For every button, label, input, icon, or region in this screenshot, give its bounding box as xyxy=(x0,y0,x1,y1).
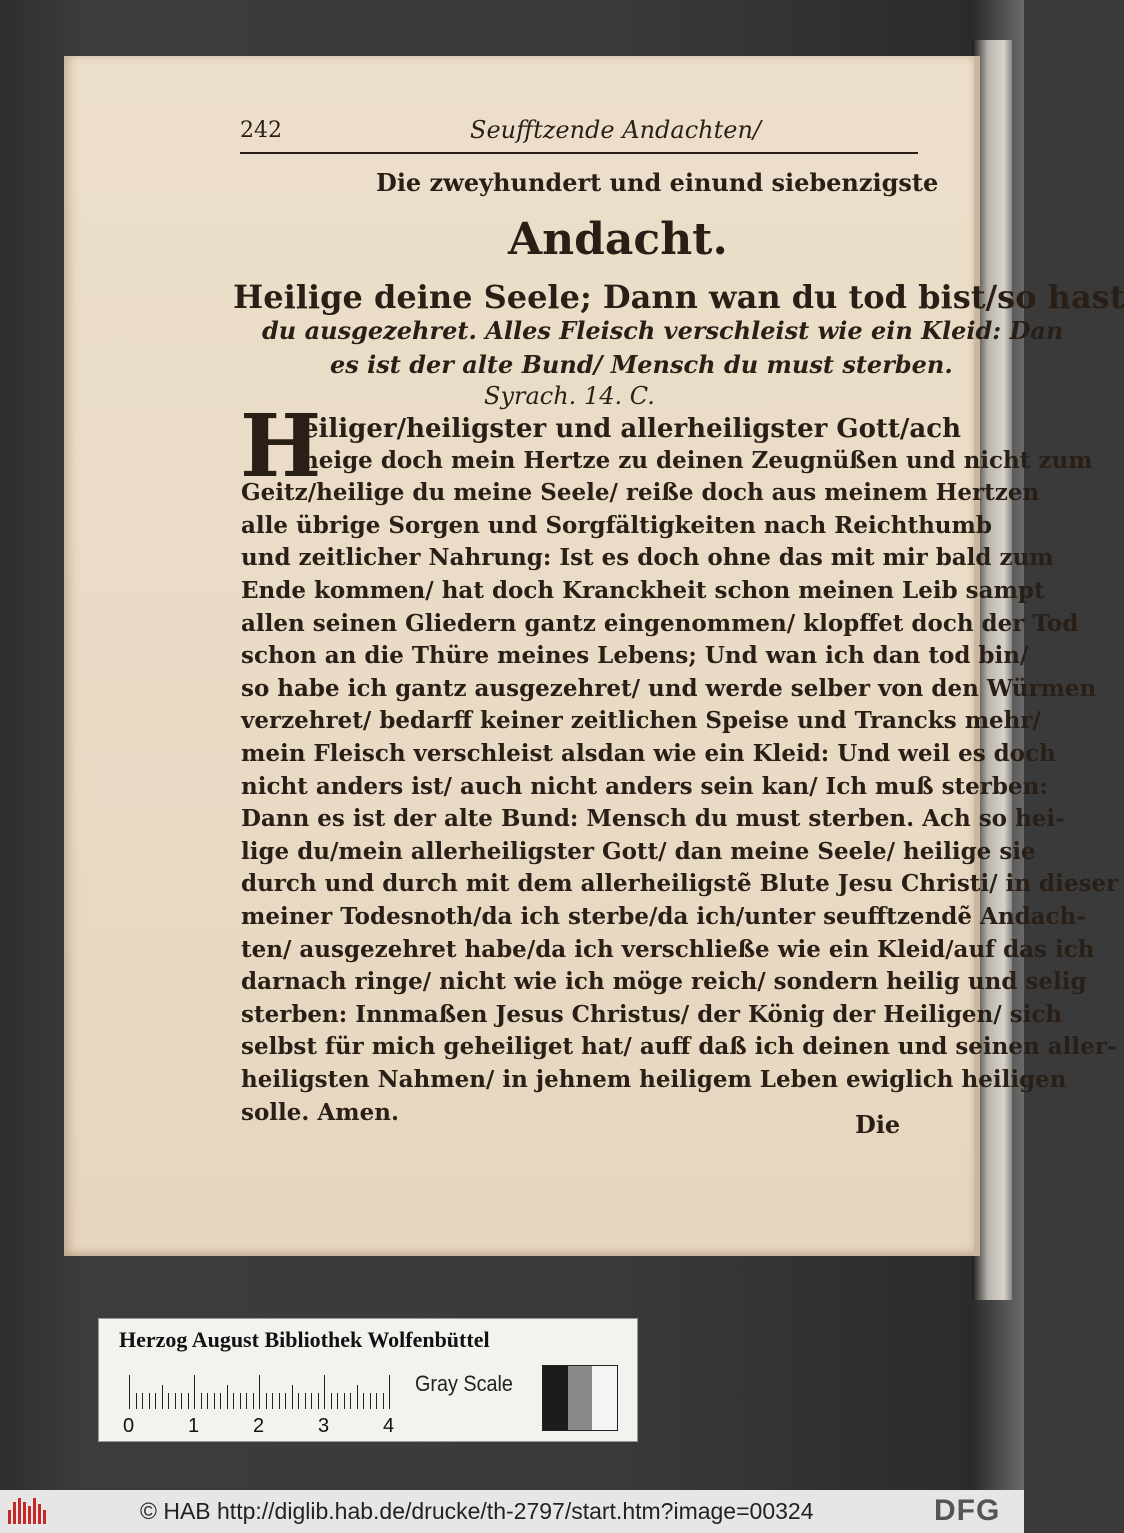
gray-patch xyxy=(543,1366,568,1430)
ruler-tick xyxy=(142,1393,143,1409)
ruler-tick xyxy=(350,1393,351,1409)
ruler-tick xyxy=(389,1375,390,1409)
body-line: durch und durch mit dem allerheiligstẽ Blute Jesu Christi/ in dieser xyxy=(241,870,1119,898)
ruler-number: 4 xyxy=(383,1415,395,1437)
ruler-tick xyxy=(311,1393,312,1409)
ruler-number: 0 xyxy=(123,1415,135,1437)
body-line: Geitz/heilige du meine Seele/ reiße doch aus meinem Hertzen xyxy=(241,479,1040,507)
logo-bar xyxy=(13,1502,16,1524)
body-line: nicht anders ist/ auch nicht anders sein kan/ Ich muß sterben: xyxy=(241,772,1048,800)
ruler-tick xyxy=(129,1375,130,1409)
scripture-source: Syrach. 14. C. xyxy=(484,382,655,410)
body-line: ten/ ausgezehret habe/da ich verschließe wie ein Kleid/auf das ich xyxy=(241,935,1095,963)
ruler-tick xyxy=(285,1393,286,1409)
logo-bar xyxy=(23,1502,26,1524)
page-number: 242 xyxy=(240,118,282,143)
ruler-tick xyxy=(376,1393,377,1409)
ruler-tick xyxy=(175,1393,176,1409)
color-card xyxy=(98,1318,638,1442)
motto-line: es ist der alte Bund/ Mensch du must sterben. xyxy=(330,350,953,379)
ruler-tick xyxy=(292,1385,293,1409)
ruler-tick xyxy=(383,1393,384,1409)
logo-bar xyxy=(18,1498,21,1524)
body-line: selbst für mich geheiliget hat/ auff daß ich deinen und seinen aller- xyxy=(241,1033,1117,1061)
body-line: darnach ringe/ nicht wie ich möge reich/ sondern heilig und selig xyxy=(241,968,1087,996)
logo-bar xyxy=(38,1504,41,1524)
ruler-tick xyxy=(344,1393,345,1409)
ruler-tick xyxy=(201,1393,202,1409)
body-line: sterben: Innmaßen Jesus Christus/ der König der Heiligen/ sich xyxy=(241,1000,1063,1028)
body-line: so habe ich gantz ausgezehret/ und werde selber von den Würmen xyxy=(241,674,1097,702)
ruler-tick xyxy=(246,1393,247,1409)
ruler-tick xyxy=(220,1393,221,1409)
ruler-tick xyxy=(162,1385,163,1409)
body-line: schon an die Thüre meines Lebens; Und wan ich dan tod bin/ xyxy=(241,642,1029,670)
footer-bar xyxy=(0,1490,1024,1533)
ruler-tick xyxy=(214,1393,215,1409)
ruler-number: 2 xyxy=(253,1415,265,1437)
gray-scale-label: Gray Scale xyxy=(415,1371,513,1396)
gray-scale-swatch xyxy=(542,1365,618,1431)
ruler-tick xyxy=(370,1393,371,1409)
card-title: Herzog August Bibliothek Wolfenbüttel xyxy=(119,1327,490,1352)
catchword: Die xyxy=(855,1110,901,1139)
ruler-tick xyxy=(298,1393,299,1409)
gray-patch xyxy=(592,1366,617,1430)
ruler-tick xyxy=(240,1393,241,1409)
ruler-tick xyxy=(324,1375,325,1409)
ruler-tick xyxy=(227,1385,228,1409)
ruler-tick xyxy=(207,1393,208,1409)
logo-bar xyxy=(43,1510,46,1524)
body-line: Ende kommen/ hat doch Kranckheit schon meinen Leib sampt xyxy=(241,577,1045,604)
ruler-tick xyxy=(266,1393,267,1409)
ruler-tick xyxy=(233,1393,234,1409)
body-line: verzehret/ bedarff keiner zeitlichen Speise und Trancks mehr/ xyxy=(241,707,1041,735)
ruler-tick xyxy=(188,1393,189,1409)
ruler-tick xyxy=(253,1393,254,1409)
body-line: alle übrige Sorgen und Sorgfältigkeiten nach Reichthumb xyxy=(241,511,992,539)
ruler-tick xyxy=(194,1375,195,1409)
dfg-logo: DFG xyxy=(934,1494,1001,1527)
logo-bar xyxy=(28,1506,31,1524)
ruler-tick xyxy=(272,1393,273,1409)
motto-line: du ausgezehret. Alles Fleisch verschleist wie ein Kleid: Dan xyxy=(262,316,1064,345)
running-title: Seufftzende Andachten/ xyxy=(470,116,761,144)
heading-title: Andacht. xyxy=(508,214,728,265)
ruler-tick xyxy=(337,1393,338,1409)
gray-patch xyxy=(568,1366,593,1430)
logo-bar xyxy=(8,1510,11,1524)
ruler-number: 3 xyxy=(318,1415,330,1437)
body-line: Dann es ist der alte Bund: Mensch du must sterben. Ach so hei- xyxy=(241,805,1065,833)
body-line: mein Fleisch verschleist alsdan wie ein Kleid: Und weil es doch xyxy=(241,740,1056,767)
body-line: und zeitlicher Nahrung: Ist es doch ohne das mit mir bald zum xyxy=(241,544,1054,572)
body-line: solle. Amen. xyxy=(241,1098,399,1126)
ruler-tick xyxy=(168,1393,169,1409)
drop-cap: H xyxy=(240,396,322,497)
ruler-tick xyxy=(305,1393,306,1409)
footer-link[interactable]: © HAB http://diglib.hab.de/drucke/th-2797/start.htm?image=00324 xyxy=(140,1498,814,1524)
ruler-tick xyxy=(149,1393,150,1409)
running-head-rule xyxy=(240,152,918,154)
body-line: allen seinen Gliedern gantz eingenommen/ klopffet doch der Tod xyxy=(241,609,1079,637)
ruler-tick xyxy=(136,1393,137,1409)
hab-logo-icon xyxy=(8,1498,48,1524)
body-line: heiligsten Nahmen/ in jehnem heiligem Leben ewiglich heiligen xyxy=(241,1066,1067,1093)
body-line: meiner Todesnoth/da ich sterbe/da ich/unter seufftzendẽ Andach- xyxy=(241,903,1086,930)
ruler-tick xyxy=(357,1385,358,1409)
logo-bar xyxy=(33,1498,36,1524)
body-line: lige du/mein allerheiligster Gott/ dan meine Seele/ heilige sie xyxy=(241,837,1036,865)
ruler-tick xyxy=(318,1393,319,1409)
heading-ordinal: Die zweyhundert und einund siebenzigste xyxy=(376,168,939,197)
body-line: neige doch mein Hertze zu deinen Zeugnüßen und nicht zum xyxy=(302,446,1093,474)
ruler-number: 1 xyxy=(188,1415,200,1437)
scale-ruler xyxy=(129,1375,399,1409)
body-line: eiliger/heiligster und allerheiligster Gott/ach xyxy=(302,414,962,444)
ruler-tick xyxy=(181,1393,182,1409)
ruler-tick xyxy=(155,1393,156,1409)
ruler-tick xyxy=(331,1393,332,1409)
motto-line: Heilige deine Seele; Dann wan du tod bist/so hast xyxy=(233,278,1124,316)
ruler-tick xyxy=(279,1393,280,1409)
ruler-tick xyxy=(259,1375,260,1409)
ruler-tick xyxy=(363,1393,364,1409)
